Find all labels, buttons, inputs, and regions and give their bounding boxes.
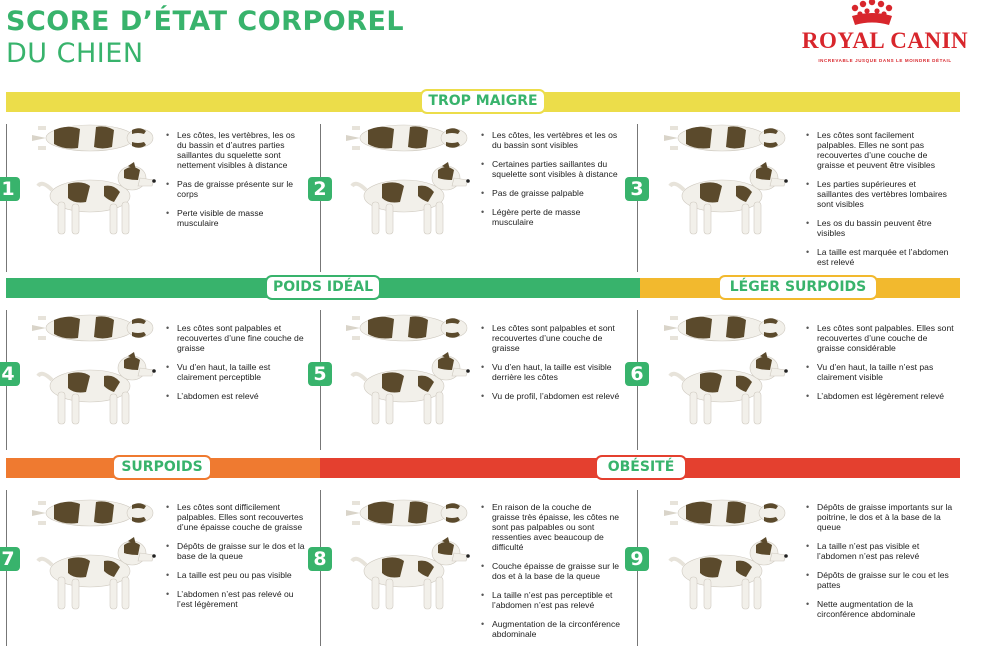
- list-item: • Les parties supérieures et saillantes des vertèbres lombaires sont visibles: [806, 179, 954, 209]
- list-item: • Couche épaisse de graisse sur le dos et à la base de la queue: [481, 561, 621, 581]
- list-item: • L’abdomen est relevé: [166, 391, 306, 401]
- brand-name: ROYAL CANIN: [801, 28, 969, 53]
- band-obesite: [320, 458, 960, 478]
- band-label-obesite: OBÉSITÉ: [595, 455, 687, 480]
- list-item: • Les côtes, les vertèbres, les os du bassin et d’autres parties saillantes du squelette sont nettement visibles à distance: [166, 130, 306, 170]
- list-item: • Les côtes sont facilement palpables. Elles ne sont pas recouvertes d’une couche de graisse et peuvent être visibles: [806, 130, 954, 170]
- list-item: • Les côtes sont palpables et recouvertes d’une fine couche de graisse: [166, 323, 306, 353]
- dog-illustration-2: [342, 120, 472, 248]
- list-item: • Les côtes sont difficilement palpables. Elles sont recouvertes d’une épaisse couche de graisse: [166, 502, 306, 532]
- brand-tagline: INCREVABLE JUSQUE DANS LE MOINDRE DÉTAIL: [818, 58, 952, 63]
- band-surpoids: [6, 458, 320, 478]
- score-7-description: [166, 502, 306, 618]
- score-number-6: 6: [625, 362, 649, 386]
- score-5-description: [481, 323, 621, 410]
- list-item: • Vu d’en haut, la taille est visible derrière les côtes: [481, 362, 621, 382]
- dog-illustration-7: [28, 495, 158, 623]
- list-item: • Les côtes, les vertèbres et les os du bassin sont visibles: [481, 130, 621, 150]
- score-4-description: [166, 323, 306, 410]
- score-number-4: 4: [0, 362, 20, 386]
- score-number-9: 9: [625, 547, 649, 571]
- list-item: • La taille n’est pas perceptible et l’abdomen n’est pas relevé: [481, 590, 621, 610]
- score-number-7: 7: [0, 547, 20, 571]
- list-item: • Les côtes sont palpables et sont recouvertes d’une couche de graisse: [481, 323, 621, 353]
- list-item: • En raison de la couche de graisse très épaisse, les côtes ne sont pas palpables ou sont ressenties avec beaucoup de difficulté: [481, 502, 621, 552]
- score-number-5: 5: [308, 362, 332, 386]
- list-item: • La taille n’est pas visible et l’abdomen n’est pas relevé: [806, 541, 954, 561]
- score-number-8: 8: [308, 547, 332, 571]
- dog-illustration-6: [660, 310, 790, 438]
- list-item: • Nette augmentation de la circonférence abdominale: [806, 599, 954, 619]
- list-item: • Dépôts de graisse importants sur la poitrine, le dos et à la base de la queue: [806, 502, 954, 532]
- dog-illustration-8: [342, 495, 472, 623]
- score-1-description: [166, 130, 306, 237]
- list-item: • Les os du bassin peuvent être visibles: [806, 218, 954, 238]
- band-label-leger-surpoids: LÉGER SURPOIDS: [718, 275, 878, 300]
- list-item: • Les côtes sont palpables. Elles sont recouvertes d’une couche de graisse considérable: [806, 323, 954, 353]
- list-item: • L’abdomen est légèrement relevé: [806, 391, 954, 401]
- band-trop-maigre: [6, 92, 960, 112]
- dog-illustration-9: [660, 495, 790, 623]
- list-item: • Pas de graisse présente sur le corps: [166, 179, 306, 199]
- list-item: • Pas de graisse palpable: [481, 188, 621, 198]
- list-item: • Certaines parties saillantes du squelette sont visibles à distance: [481, 159, 621, 179]
- score-number-2: 2: [308, 177, 332, 201]
- list-item: • La taille est peu ou pas visible: [166, 570, 306, 580]
- royal-canin-logo: [800, 0, 970, 70]
- crown-icon: [800, 0, 970, 30]
- score-number-1: 1: [0, 177, 20, 201]
- list-item: • L’abdomen n’est pas relevé ou l’est légèrement: [166, 589, 306, 609]
- list-item: • Légère perte de masse musculaire: [481, 207, 621, 227]
- band-poids-ideal: [6, 278, 640, 298]
- list-item: • Vu de profil, l’abdomen est relevé: [481, 391, 621, 401]
- score-9-description: [806, 502, 954, 628]
- score-number-3: 3: [625, 177, 649, 201]
- score-8-description: [481, 502, 621, 648]
- page-title: SCORE D’ÉTAT CORPOREL: [6, 6, 405, 37]
- dog-illustration-4: [28, 310, 158, 438]
- band-label-poids-ideal: POIDS IDÉAL: [265, 275, 381, 300]
- list-item: • Vu d’en haut, la taille n’est pas clairement visible: [806, 362, 954, 382]
- list-item: • Dépôts de graisse sur le cou et les pattes: [806, 570, 954, 590]
- score-2-description: [481, 130, 621, 236]
- list-item: • Dépôts de graisse sur le dos et la base de la queue: [166, 541, 306, 561]
- band-label-trop-maigre: TROP MAIGRE: [420, 89, 546, 114]
- band-label-surpoids: SURPOIDS: [112, 455, 212, 480]
- list-item: • La taille est marquée et l’abdomen est relevé: [806, 247, 954, 267]
- band-leger-surpoids: [640, 278, 960, 298]
- list-item: • Vu d’en haut, la taille est clairement perceptible: [166, 362, 306, 382]
- score-3-description: [806, 130, 954, 276]
- list-item: • Perte visible de masse musculaire: [166, 208, 306, 228]
- dog-illustration-3: [660, 120, 790, 248]
- list-item: • Augmentation de la circonférence abdominale: [481, 619, 621, 639]
- score-6-description: [806, 323, 954, 410]
- page-subtitle: DU CHIEN: [6, 38, 144, 69]
- dog-illustration-1: [28, 120, 158, 248]
- dog-illustration-5: [342, 310, 472, 438]
